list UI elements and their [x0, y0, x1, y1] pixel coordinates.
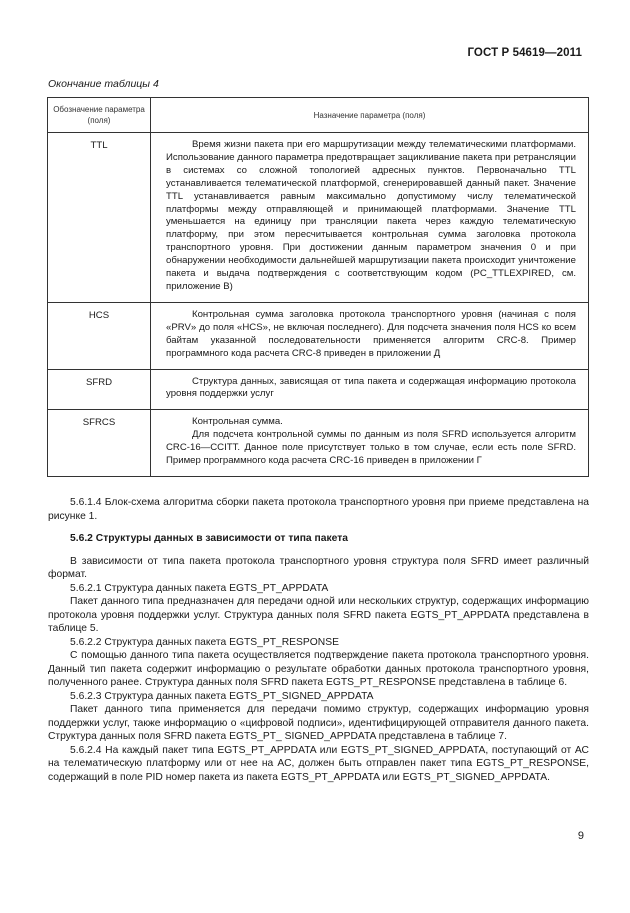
description-paragraph: Контрольная сумма заголовка протокола транспортного уровня (начиная с поля «PRV» до поля «HCS», не включая последнего). Для подсчета значения поля HCS ко всем байтам указанной последовательности применяется алгоритм CRC-8. Пример программного кода расчета CRC-8 приведен в приложении Д [166, 308, 576, 359]
table-header-row [48, 98, 589, 133]
row-sfrd-name: SFRD [48, 369, 151, 410]
page-number: 9 [577, 830, 584, 842]
description-paragraph: Контрольная сумма. [192, 416, 283, 428]
column-header-designation: Обозначение параметра (поля) [48, 98, 151, 133]
subsection-heading-5-6-2-2: 5.6.2.2 Структура данных пакета EGTS_PT_RESPONSE [70, 636, 339, 648]
subsection-heading-5-6-2-3: 5.6.2.3 Структура данных пакета EGTS_PT_SIGNED_APPDATA [70, 690, 374, 702]
parameters-table [47, 97, 589, 477]
row-sfrcs-name: SFRCS [48, 410, 151, 477]
row-ttl-description [151, 133, 589, 303]
row-ttl-name: TTL [48, 133, 151, 303]
paragraph-5-6-2-2: С помощью данного типа пакета осуществляется подтверждение пакета протокола транспортного уровня. Данный тип пакета содержит информацию о результате обработки данных протокола транспортного уровня, полученного ранее. Структура данных поля SFRD пакета EGTS_PT_RESPONSE представлена в таблице 6. [48, 650, 589, 688]
paragraph-5-6-2-1: Пакет данного типа предназначен для передачи одной или нескольких структур, содержащих информацию протокола уровня поддержки услуг. Структура данных поля SFRD пакета EGTS_PT_APPDATA представлена в таблице 5. [48, 596, 589, 634]
document-code: ГОСТ Р 54619—2011 [467, 47, 582, 59]
table-caption: Окончание таблицы 4 [48, 78, 159, 90]
row-hcs-description [151, 302, 589, 369]
table-row [48, 302, 589, 369]
paragraph-intro: В зависимости от типа пакета протокола транспортного уровня структура поля SFRD имеет различный формат. [48, 555, 589, 580]
section-heading-5-6-2: 5.6.2 Структуры данных в зависимости от типа пакета [70, 533, 348, 544]
description-paragraph: Для подсчета контрольной суммы по данным из поля SFRD используется алгоритм CRC-16—CCITT. Данное поле присутствует только в том случае, если есть поле SFRD. Пример программного кода расчета CRC-16 приведен в приложении Г [166, 429, 576, 467]
table-row [48, 369, 589, 410]
paragraph-5-6-2-4: 5.6.2.4 На каждый пакет типа EGTS_PT_APPDATA или EGTS_PT_SIGNED_APPDATA, поступающий от АС на телематическую платформу или от нее на АС, должен быть отправлен пакет типа EGTS_PT_RESPONSE, содержащий в поле PID номер пакета из пакета EGTS_PT_APPDATA или EGTS_PT_SIGNED_APPDATA. [48, 744, 589, 783]
row-hcs-name: HCS [48, 302, 151, 369]
column-header-purpose: Назначение параметра (поля) [151, 98, 589, 133]
subsection-heading-5-6-2-1: 5.6.2.1 Структура данных пакета EGTS_PT_APPDATA [70, 582, 329, 594]
paragraph-5-6-1-4: 5.6.1.4 Блок-схема алгоритма сборки пакета протокола транспортного уровня при приеме представлена на рисунке 1. [48, 497, 589, 522]
table-row [48, 410, 589, 477]
row-sfrcs-description [151, 410, 589, 477]
description-paragraph: Структура данных, зависящая от типа пакета и содержащая информацию протокола уровня поддержки услуг [166, 375, 576, 400]
body-text [48, 496, 589, 784]
row-sfrd-description [151, 369, 589, 410]
description-paragraph: Время жизни пакета при его маршрутизации между телематическими платформами. Использование данного параметра предотвращает зацикливание пакета при ретрансляции в системах со сложной топологией адресных пунктов. Первоначально TTL устанавливается телематической платформой, сгенерировавшей данный пакет. Значение TTL устанавливается равным максимально допустимому числу телематической платформы между отправляющей и принимающей платформами. Значение TTL уменьшается на единицу при трансляции пакета через каждую телематическую платформу, при этом пересчитывается контрольная сумма заголовка протокола транспортного уровня. При достижении данным параметром значения 0 и при обнаружении необходимости дальнейшей маршрутизации пакета происходит уничтожение пакета и выдача подтверждения с соответствующим кодом (PC_TTLEXPIRED, см. приложение В) [166, 139, 576, 292]
paragraph-5-6-2-3: Пакет данного типа применяется для передачи помимо структур, содержащих информацию уровня поддержки услуг, также информацию о «цифровой подписи», идентифицирующей отправителя данного пакета. Структура данных поля SFRD пакета EGTS_PT_ SIGNED_APPDATA представлена в таблице 7. [48, 704, 589, 742]
table-row [48, 133, 589, 303]
